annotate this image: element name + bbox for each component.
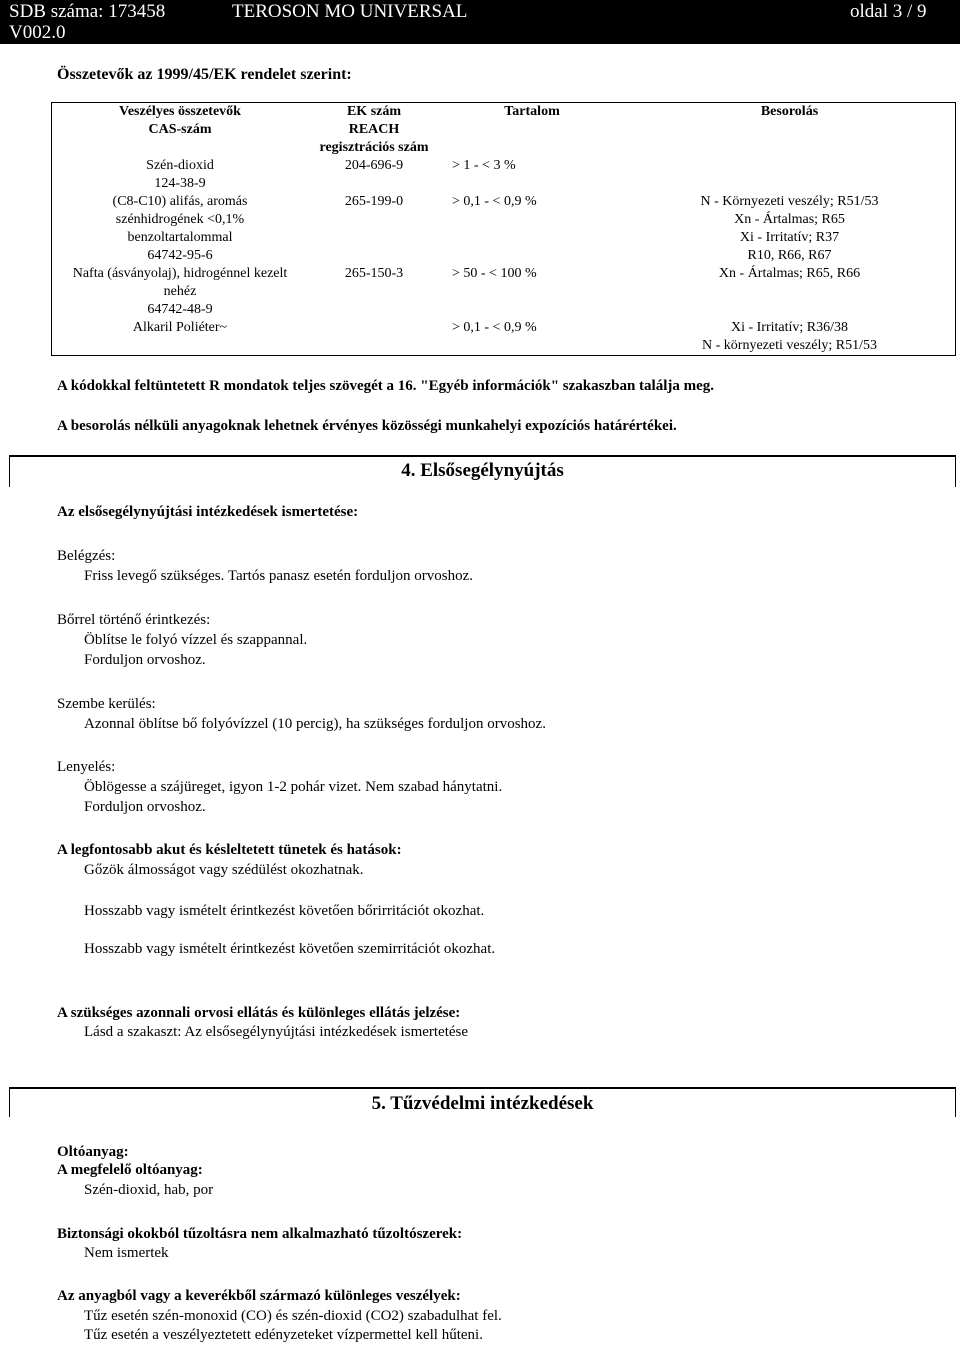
symptoms-text-1: Gőzök álmosságot vagy szédülést okozhatnak. [84,862,364,878]
symptoms-text-3: Hosszabb vagy ismételt érintkezést követően szemirritációt okozhat. [84,941,496,957]
header-classification: Besorolás [760,104,819,119]
first-aid-subtitle: Az elsősegélynyújtási intézkedések ismertetése: [57,504,359,520]
header-components: Veszélyes összetevők CAS-szám [119,104,241,137]
unsuitable-media-text: Nem ismertek [84,1245,169,1261]
inhalation-text: Friss levegő szükséges. Tartós panasz esetén forduljon orvoshoz. [84,568,474,584]
special-hazards-label: Az anyagból vagy a keverékből származó különleges veszélyek: [57,1288,461,1304]
sdb-number: SDB száma: 173458 [9,1,166,22]
table-header-row [52,103,956,158]
skin-contact-text-1: Öblítse le folyó vízzel és szappannal. [84,632,308,648]
section-4-box [9,455,956,487]
table-row: Szén-dioxid 124-38-9 204-696-9 > 1 - < 3 % [146,158,516,191]
skin-contact-label: Bőrrel történő érintkezés: [57,612,211,628]
ingestion-label: Lenyelés: [57,759,116,775]
symptoms-label: A legfontosabb akut és késleltetett tünetek és hatások: [57,842,402,858]
eye-contact-label: Szembe kerülés: [57,696,156,712]
unsuitable-media-label: Biztonsági okokból tűzoltásra nem alkalmazható tűzoltószerek: [57,1226,463,1242]
section-4-title: 4. Elsősegélynyújtás [401,460,564,481]
ingestion-text-2: Forduljon orvoshoz. [84,799,206,815]
skin-contact-text-2: Forduljon orvoshoz. [84,652,206,668]
header-ec-number: EK szám REACH regisztrációs szám [319,104,429,155]
extinguishing-media-label: Oltóanyag: [57,1144,129,1160]
table-row: Alkaril Poliéter~ > 0,1 - < 0,9 % Xi - Irritatív; R36/38 N - környezeti veszély; R51/53 [132,320,877,353]
r-phrases-note: A kódokkal feltüntetett R mondatok teljes szövegét a 16. "Egyéb információk" szakaszban találja meg. [57,378,715,394]
eye-contact-text: Azonnal öblítse bő folyóvízzel (10 percig), ha szükséges forduljon orvoshoz. [84,716,546,732]
table-row: (C8-C10) alifás, aromás szénhidrogének <0,1% benzoltartalommal 64742-95-6 265-199-0 > 0,1 - < 0,9 % N - Környezeti veszély; R51/53 Xn - Ártalmas; R65 Xi - Irritatív; R37 R10, R66, R67 [112,194,879,263]
exposure-limits-note: A besorolás nélküli anyagoknak lehetnek érvényes közösségi munkahelyi expozíciós határértékei. [57,418,677,434]
section-5-box [9,1087,956,1117]
section-5-title: 5. Tűzvédelmi intézkedések [371,1093,594,1114]
suitable-media-label: A megfelelő oltóanyag: [57,1162,203,1178]
version: V002.0 [9,22,66,43]
product-name: TEROSON MO UNIVERSAL [232,1,468,22]
page-number: oldal 3 / 9 [850,1,927,22]
inhalation-label: Belégzés: [57,548,116,564]
table-row: Nafta (ásványolaj), hidrogénnel kezelt nehéz 64742-48-9 265-150-3 > 50 - < 100 % Xn - Ártalmas; R65, R66 [72,266,861,317]
composition-title: Összetevők az 1999/45/EK rendelet szerint: [57,66,352,83]
composition-table [51,102,956,356]
special-hazards-text-2: Tűz esetén a veszélyeztetett edényzeteket vízpermettel kell hűteni. [84,1327,483,1343]
medical-attention-text: Lásd a szakaszt: Az elsősegélynyújtási intézkedések ismertetése [84,1024,469,1040]
header-content: Tartalom [504,104,560,119]
symptoms-text-2: Hosszabb vagy ismételt érintkezést követően bőrirritációt okozhat. [84,903,485,919]
suitable-media-text: Szén-dioxid, hab, por [84,1182,214,1198]
ingestion-text-1: Öblögesse a szájüreget, igyon 1-2 pohár vizet. Nem szabad hánytatni. [84,779,503,795]
special-hazards-text-1: Tűz esetén szén-monoxid (CO) és szén-dioxid (CO2) szabadulhat fel. [84,1308,502,1324]
page-header [0,0,960,44]
medical-attention-label: A szükséges azonnali orvosi ellátás és különleges ellátás jelzése: [57,1005,461,1021]
